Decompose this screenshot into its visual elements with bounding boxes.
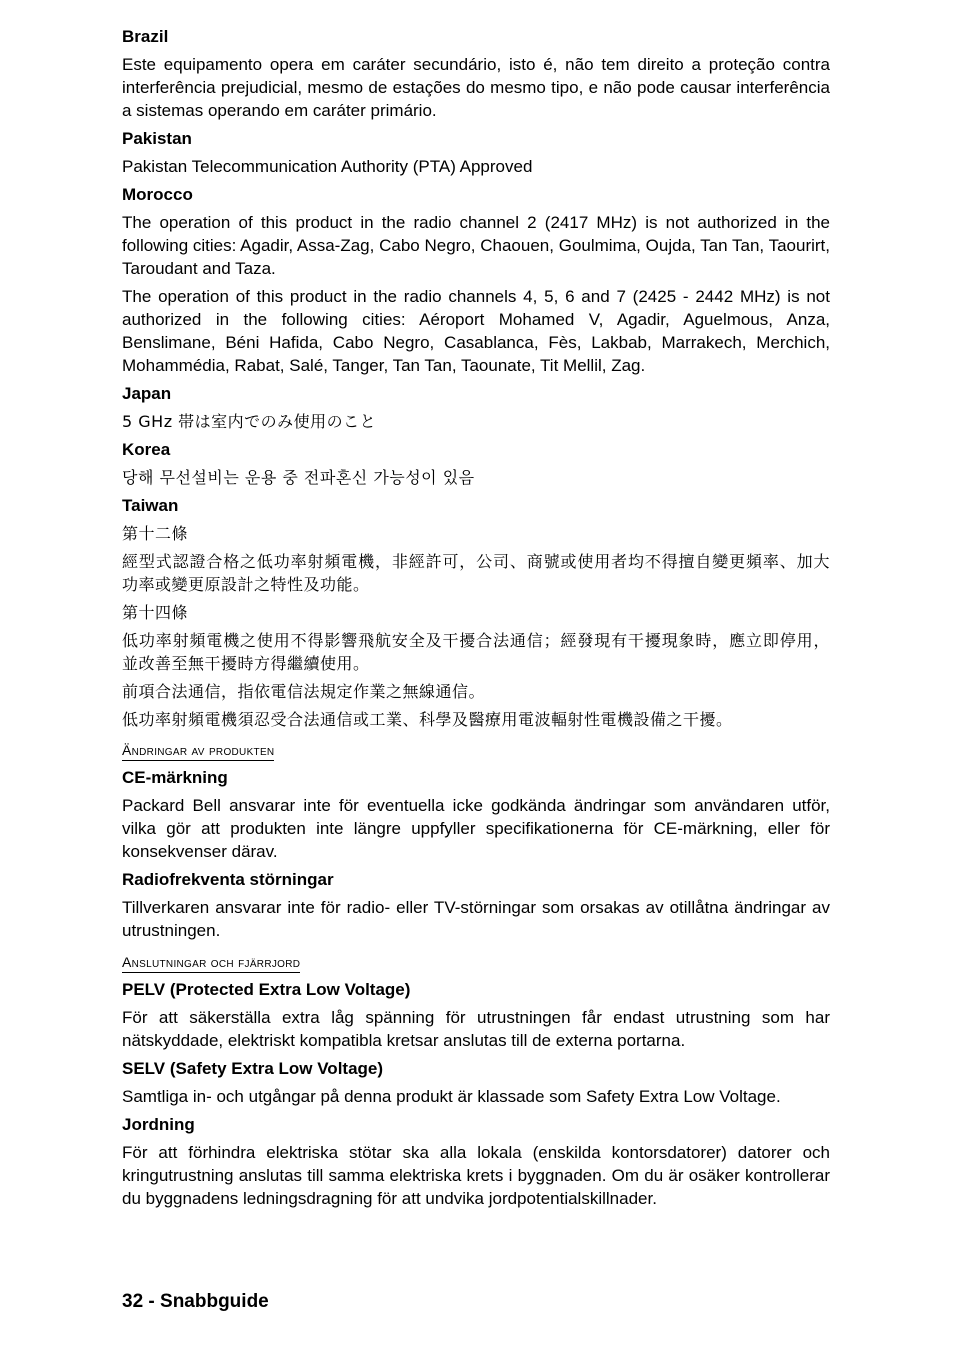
taiwan-article-12: 第十二條 [122, 524, 189, 543]
heading-ce-marking: CE-märkning [122, 768, 228, 787]
heading-grounding: Jordning [122, 1115, 195, 1134]
grounding-text: För att förhindra elektriska stötar ska alla lokala (enskilda kontorsdatorer) datorer och kringutrustning anslutas till samma elektriska krets i byggnaden. Om du är osäker kontrollerar du byggnadens ledningsdragning för att undvika jordpotentialskillnader. [122, 1143, 830, 1208]
selv-text: Samtliga in- och utgångar på denna produkt är klassade som Safety Extra Low Voltage. [122, 1087, 781, 1106]
heading-korea: Korea [122, 440, 171, 459]
heading-taiwan: Taiwan [122, 496, 179, 515]
page-content [122, 26, 830, 1215]
korea-text: 당해 무선설비는 운용 중 전파혼신 가능성이 있음 [122, 468, 475, 487]
brazil-text: Este equipamento opera em caráter secundário, isto é, não tem direito a proteção contra interferência prejudicial, mesmo de estações do mesmo tipo, e não pode causar interferência a sistemas operando em caráter primário. [122, 55, 830, 120]
radio-interference-text: Tillverkaren ansvarar inte för radio- eller TV-störningar som orsakas av otillåtna ändringar av utrustningen. [122, 898, 830, 940]
heading-brazil: Brazil [122, 27, 169, 46]
section-title-modifications: Ändringar av produkten [122, 740, 274, 761]
pelv-text: För att säkerställa extra låg spänning för utrustningen får endast utrustning som har nätskyddade, elektriskt kompatibla kretsar anslutas till de externa portarna. [122, 1008, 830, 1050]
morocco-text-2: The operation of this product in the radio channels 4, 5, 6 and 7 (2425 - 2442 MHz) is not authorized in the following cities: Aéroport Mohamed V, Agadir, Aguelmous, Anza, Benslimane, Béni Hafida, Cabo Negro, Casablanca, Fès, Lakbab, Marrakech, Merchich, Mohammédia, Rabat, Salé, Tanger, Tan Tan, Taounate, Tit Mellil, Zag. [122, 287, 830, 375]
taiwan-text-3: 前項合法通信，指依電信法規定作業之無線通信。 [122, 682, 486, 701]
heading-japan: Japan [122, 384, 172, 403]
ce-marking-text: Packard Bell ansvarar inte för eventuella icke godkända ändringar som användaren utför, vilka gör att produkten inte längre uppfyller specifikationerna för CE-märkning, eller för konsekvenser därav. [122, 796, 830, 861]
section-title-connections: Anslutningar och fjärrjord [122, 952, 300, 973]
heading-selv: SELV (Safety Extra Low Voltage) [122, 1059, 384, 1078]
japan-text: 5 GHz 帯は室内でのみ使用のこと [122, 412, 377, 431]
heading-radio-interference: Radiofrekventa störningar [122, 870, 334, 889]
heading-morocco: Morocco [122, 185, 193, 204]
page-footer: 32 - Snabbguide [122, 1291, 269, 1312]
morocco-text-1: The operation of this product in the radio channel 2 (2417 MHz) is not authorized in the following cities: Agadir, Assa-Zag, Cabo Negro, Chaouen, Goulmima, Oujda, Tan Tan, Taourirt, Taroudant and Taza. [122, 213, 830, 278]
taiwan-text-2: 低功率射頻電機之使用不得影響飛航安全及干擾合法通信；經發現有干擾現象時，應立即停用，並改善至無干擾時方得繼續使用。 [122, 631, 830, 673]
taiwan-text-1: 經型式認證合格之低功率射頻電機，非經許可，公司、商號或使用者均不得擅自變更頻率、加大功率或變更原設計之特性及功能。 [122, 552, 830, 594]
heading-pelv: PELV (Protected Extra Low Voltage) [122, 980, 411, 999]
pakistan-text: Pakistan Telecommunication Authority (PTA) Approved [122, 157, 533, 176]
heading-pakistan: Pakistan [122, 129, 192, 148]
taiwan-article-14: 第十四條 [122, 603, 189, 622]
taiwan-text-4: 低功率射頻電機須忍受合法通信或工業、科學及醫療用電波輻射性電機設備之干擾。 [122, 710, 733, 729]
